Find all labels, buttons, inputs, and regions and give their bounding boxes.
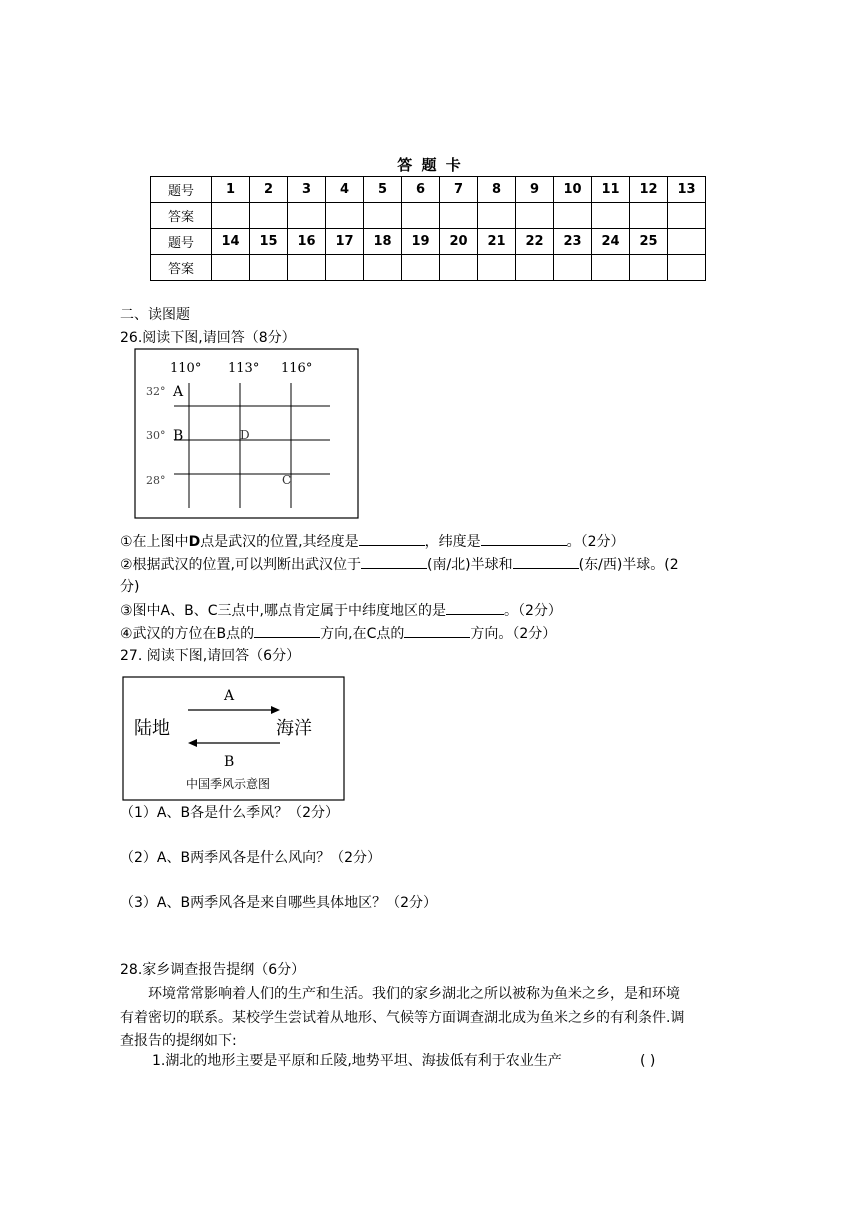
row-label: 答案 [151, 255, 212, 281]
q28-heading: 28.家乡调查报告提纲（6分） [120, 962, 306, 978]
question-number [668, 229, 706, 255]
answer-cell[interactable] [630, 203, 668, 229]
question-number: 22 [516, 229, 554, 255]
question-number: 6 [402, 177, 440, 203]
answer-cell[interactable] [592, 255, 630, 281]
blank-longitude[interactable] [359, 531, 425, 546]
q28-paragraph-line-3: 查报告的提纲如下: [120, 1033, 237, 1049]
answer-cell[interactable] [630, 255, 668, 281]
blank-hemisphere-ew[interactable] [513, 554, 579, 569]
question-number: 7 [440, 177, 478, 203]
item-text: ③图中A、B、C三点中,哪点肯定属于中纬度地区的是 [120, 603, 446, 619]
blank-direction-from-b[interactable] [254, 623, 320, 638]
answer-cell[interactable] [326, 255, 364, 281]
item-text: ，纬度是 [424, 534, 481, 550]
land-label: 陆地 [134, 718, 170, 739]
item-text: 方向。（2分） [470, 626, 557, 642]
q27-sub-1: （1）A、B各是什么季风？（2分） [120, 805, 339, 821]
question-number: 12 [630, 177, 668, 203]
point-label-d: D [240, 428, 250, 442]
answer-cell[interactable] [212, 203, 250, 229]
longitude-label: 116° [281, 361, 313, 376]
question-number: 20 [440, 229, 478, 255]
question-number: 23 [554, 229, 592, 255]
arrow-label-b: B [224, 754, 235, 770]
question-number: 14 [212, 229, 250, 255]
item-text: 。（2分） [566, 534, 625, 550]
q27-sub-2: （2）A、B两季风各是什么风向？（2分） [120, 850, 381, 866]
point-label-a: A [173, 384, 184, 400]
blank-mid-latitude-point[interactable] [446, 600, 504, 615]
q26-item-2 [120, 554, 679, 575]
question-number: 24 [592, 229, 630, 255]
answer-cell[interactable] [592, 203, 630, 229]
q28-item-1: 1.湖北的地形主要是平原和丘陵,地势平坦、海拔低有利于农业生产 [152, 1053, 562, 1069]
row-label: 题号 [151, 177, 212, 203]
longitude-label: 110° [170, 361, 202, 376]
item-text: (南/北)半球和 [427, 557, 513, 573]
q28-paragraph-line-2: 有着密切的联系。某校学生尝试着从地形、气候等方面调查湖北成为鱼米之乡的有利条件.调 [120, 1010, 685, 1026]
point-label-c: C [282, 473, 292, 487]
item-text: ②根据武汉的位置,可以判断出武汉位于 [120, 557, 361, 573]
q27-sub-3: （3）A、B两季风各是来自哪些具体地区？（2分） [120, 895, 437, 911]
answer-card-row-numbers-2 [151, 229, 706, 255]
q26-item-3 [120, 600, 562, 621]
section-heading: 二、读图题 [120, 307, 190, 323]
answer-cell[interactable] [516, 255, 554, 281]
diagram-caption: 中国季风示意图 [186, 777, 271, 791]
question-number: 2 [250, 177, 288, 203]
answer-cell[interactable] [516, 203, 554, 229]
answer-card-title: 答 题 卡 [397, 156, 463, 174]
answer-card-row-answers-2 [151, 255, 706, 281]
row-label: 答案 [151, 203, 212, 229]
q26-item-1 [120, 531, 625, 552]
answer-cell[interactable] [554, 203, 592, 229]
answer-card-table [150, 176, 706, 281]
lat-lon-grid-map [134, 348, 360, 520]
answer-cell[interactable] [440, 255, 478, 281]
q28-item-1-answer-paren[interactable]: ( ) [640, 1053, 656, 1069]
answer-cell[interactable] [402, 255, 440, 281]
answer-cell[interactable] [478, 203, 516, 229]
answer-cell[interactable] [250, 203, 288, 229]
q26-item-2-cont: 分) [120, 579, 140, 595]
question-number: 25 [630, 229, 668, 255]
latitude-label: 32° [146, 385, 166, 398]
answer-cell[interactable] [478, 255, 516, 281]
arrow-right-icon [271, 706, 280, 714]
latitude-label: 28° [146, 474, 166, 487]
answer-card-row-answers-1 [151, 203, 706, 229]
item-text: 点是武汉的位置,其经度是 [200, 534, 359, 550]
arrow-label-a: A [224, 688, 235, 704]
monsoon-diagram [122, 676, 346, 802]
latitude-label: 30° [146, 429, 166, 442]
answer-cell[interactable] [326, 203, 364, 229]
item-text: (东/西)半球。(2 [578, 557, 679, 573]
question-number: 11 [592, 177, 630, 203]
question-number: 17 [326, 229, 364, 255]
item-text: D [188, 534, 201, 550]
answer-cell[interactable] [364, 203, 402, 229]
answer-cell[interactable] [402, 203, 440, 229]
row-label: 题号 [151, 229, 212, 255]
q27-heading: 27. 阅读下图,请回答（6分） [120, 648, 301, 664]
answer-cell[interactable] [668, 255, 706, 281]
item-text: 方向,在C点的 [320, 626, 405, 642]
ocean-label: 海洋 [276, 718, 312, 739]
question-number: 5 [364, 177, 402, 203]
answer-cell[interactable] [364, 255, 402, 281]
question-number: 19 [402, 229, 440, 255]
question-number: 3 [288, 177, 326, 203]
q26-heading: 26.阅读下图,请回答（8分） [120, 330, 296, 346]
blank-direction-from-c[interactable] [404, 623, 470, 638]
answer-cell[interactable] [554, 255, 592, 281]
question-number: 13 [668, 177, 706, 203]
answer-cell[interactable] [668, 203, 706, 229]
question-number: 16 [288, 229, 326, 255]
question-number: 10 [554, 177, 592, 203]
question-number: 1 [212, 177, 250, 203]
question-number: 21 [478, 229, 516, 255]
question-number: 15 [250, 229, 288, 255]
answer-cell[interactable] [440, 203, 478, 229]
q26-item-4 [120, 623, 556, 644]
answer-cell[interactable] [212, 255, 250, 281]
answer-card-row-numbers-1 [151, 177, 706, 203]
question-number: 9 [516, 177, 554, 203]
answer-cell[interactable] [288, 203, 326, 229]
answer-cell[interactable] [288, 255, 326, 281]
blank-latitude[interactable] [481, 531, 567, 546]
item-text: ①在上图中 [120, 534, 189, 550]
question-number: 4 [326, 177, 364, 203]
question-number: 8 [478, 177, 516, 203]
arrow-left-icon [188, 739, 197, 747]
item-text: ④武汉的方位在B点的 [120, 626, 255, 642]
answer-cell[interactable] [250, 255, 288, 281]
question-number: 18 [364, 229, 402, 255]
point-label-b: B [173, 428, 184, 444]
blank-hemisphere-ns[interactable] [361, 554, 427, 569]
longitude-label: 113° [228, 361, 260, 376]
q28-paragraph-line-1: 环境常常影响着人们的生产和生活。我们的家乡湖北之所以被称为鱼米之乡，是和环境 [148, 986, 680, 1002]
item-text: 。（2分） [503, 603, 562, 619]
